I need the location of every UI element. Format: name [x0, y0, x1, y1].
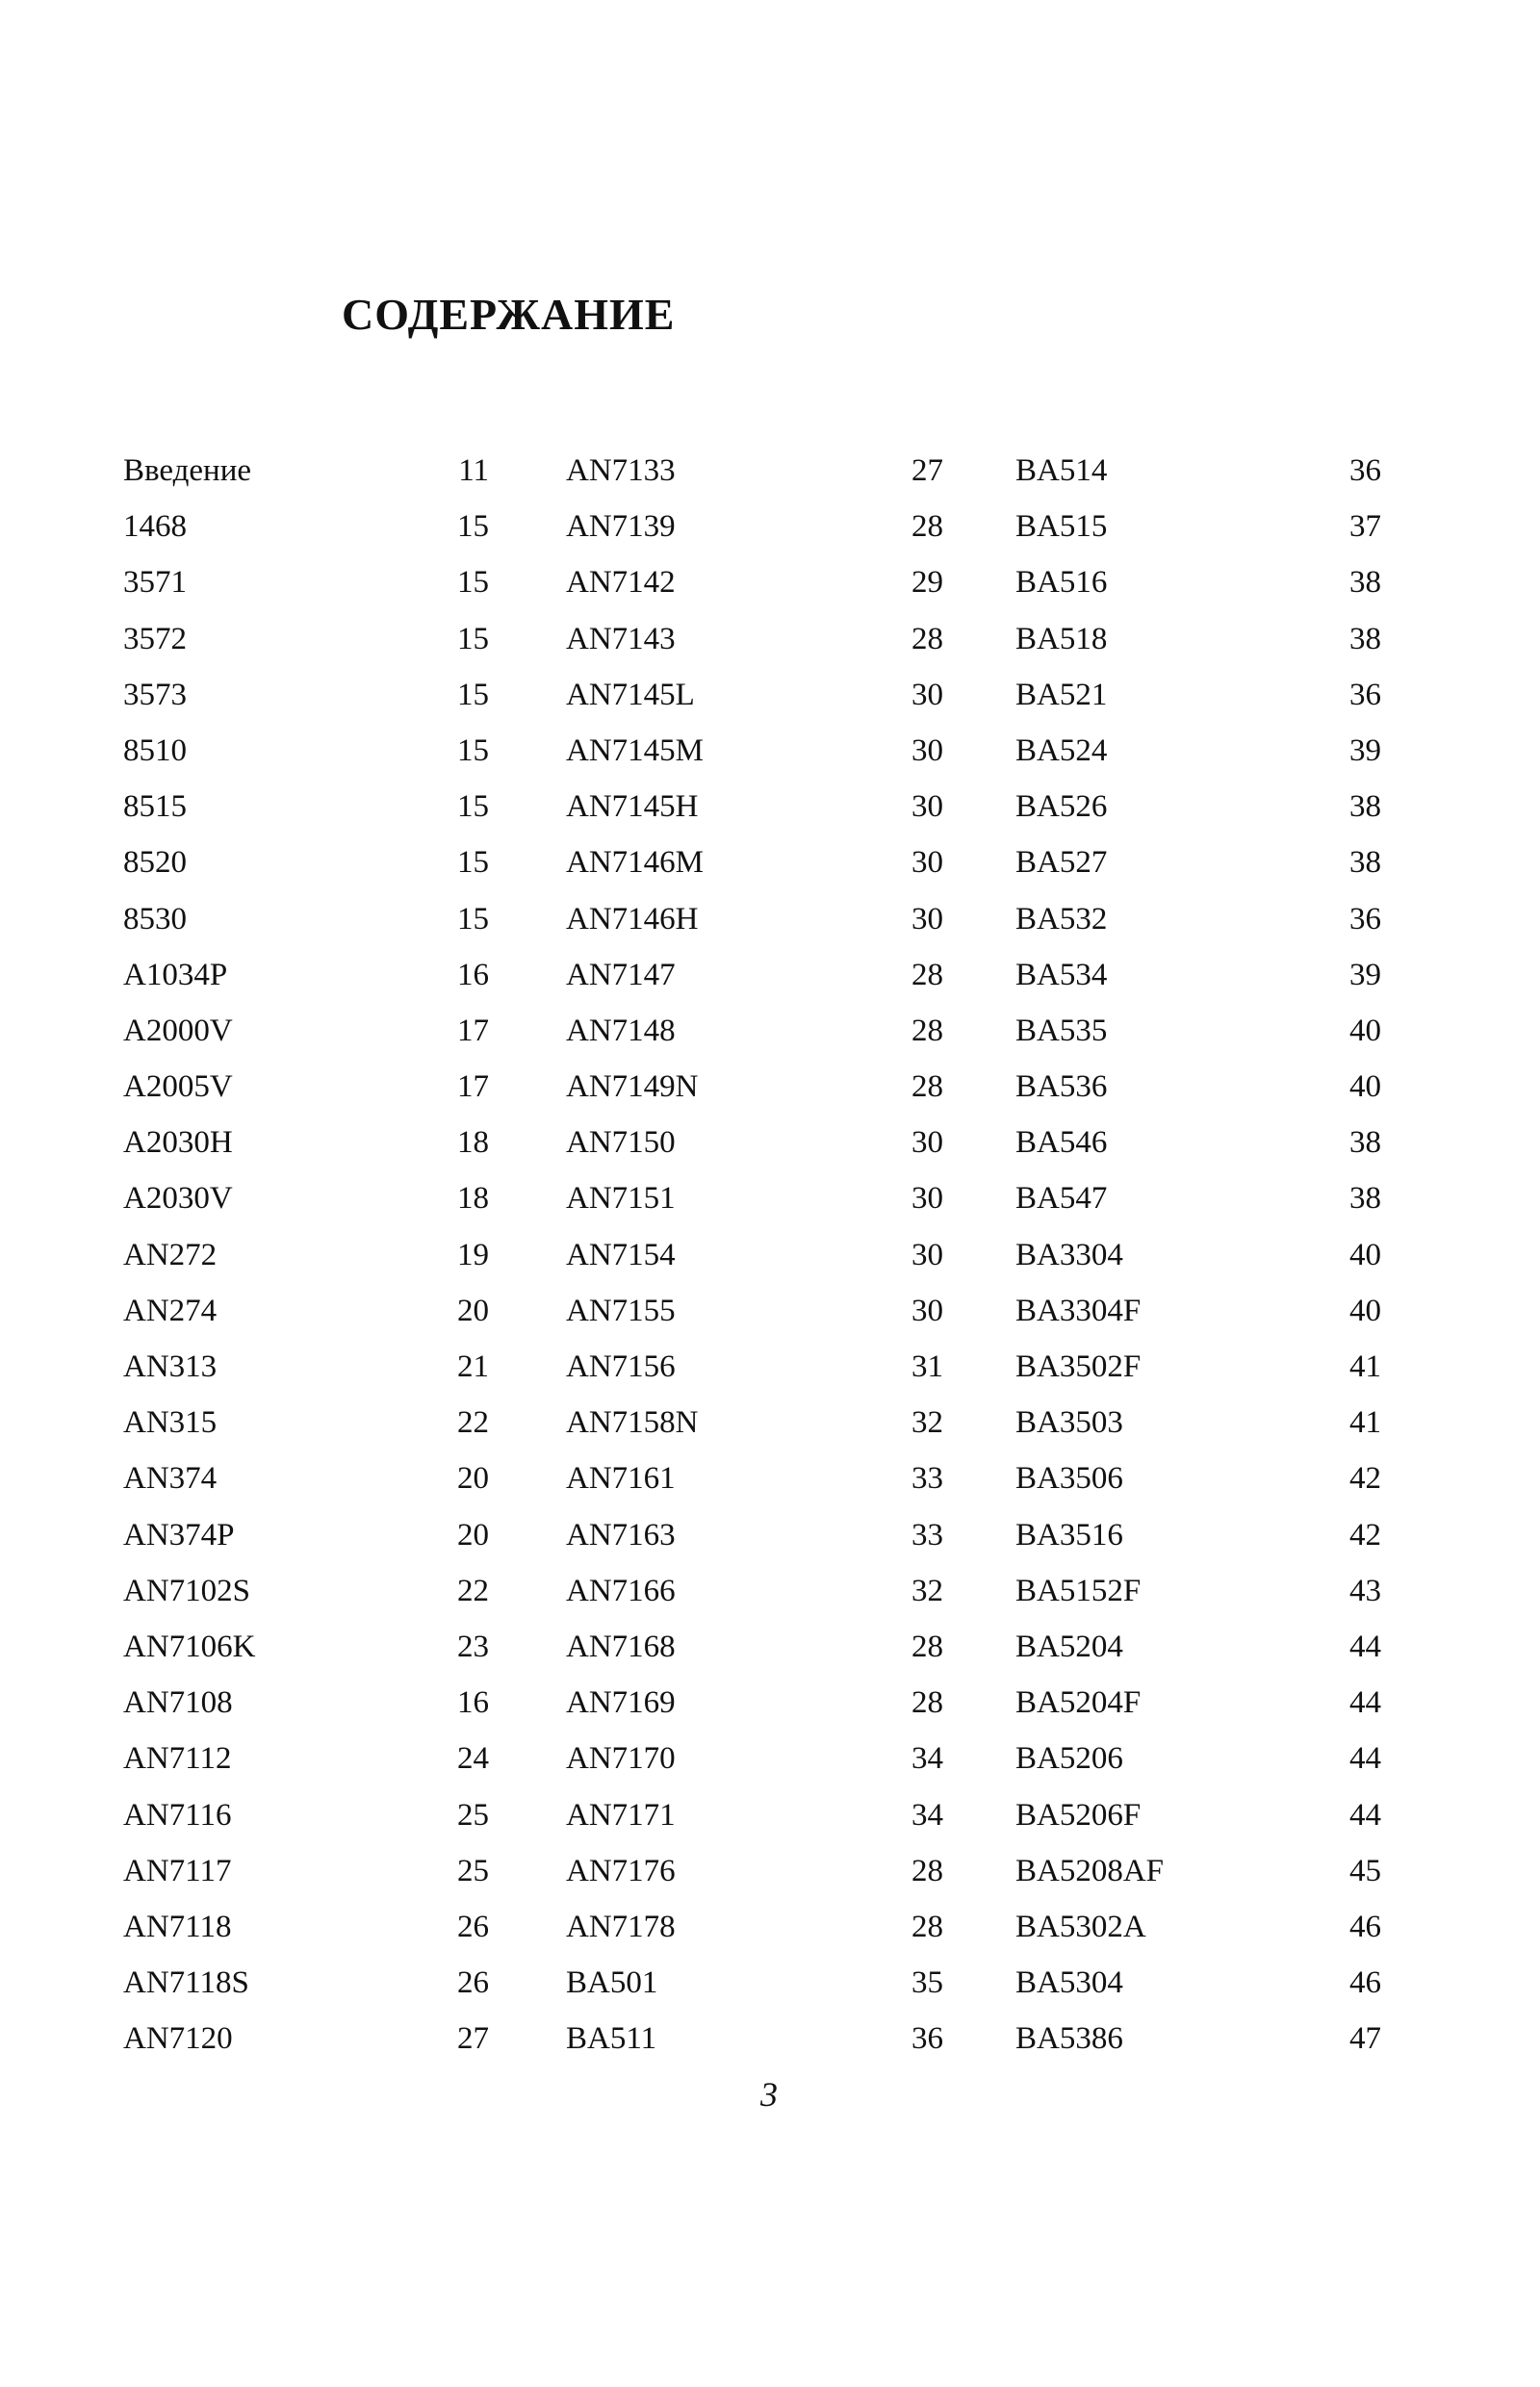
toc-entry-name: BA535: [1015, 1013, 1108, 1048]
toc-entry: [123, 1787, 489, 1843]
toc-entry-page: 30: [911, 677, 943, 712]
toc-entry-page: 40: [1349, 1293, 1381, 1328]
toc-entry-name: AN7161: [566, 1461, 676, 1497]
toc-entry-page: 44: [1349, 1685, 1381, 1721]
toc-entry-page: 37: [1349, 509, 1381, 545]
toc-entry: [1015, 1339, 1381, 1395]
toc-entry: [1015, 1170, 1381, 1226]
toc-entry-name: AN7146H: [566, 901, 699, 937]
toc-entry-page: 45: [1349, 1853, 1381, 1888]
toc-entry-name: BA3516: [1015, 1517, 1123, 1553]
toc-entry-page: 28: [911, 1909, 943, 1944]
toc-entry: [566, 1843, 943, 1899]
toc-entry-name: AN7170: [566, 1741, 676, 1777]
toc-entry: [123, 667, 489, 723]
toc-entry: [123, 1059, 489, 1115]
toc-entry-name: AN313: [123, 1349, 218, 1384]
toc-entry: [1015, 1619, 1381, 1675]
toc-entry-page: 30: [911, 1237, 943, 1272]
toc-entry-page: 38: [1349, 789, 1381, 825]
toc-entry: [1015, 891, 1381, 947]
toc-entry-name: 8520: [123, 845, 187, 881]
toc-entry-name: AN7145H: [566, 789, 699, 825]
toc-entry-name: AN7156: [566, 1349, 676, 1384]
toc-column-3: [1015, 443, 1381, 2066]
toc-entry-page: 17: [457, 1013, 489, 1048]
toc-entry: [1015, 2011, 1381, 2066]
toc-entry-name: BA501: [566, 1965, 658, 2001]
toc-entry-page: 31: [911, 1349, 943, 1384]
toc-entry-page: 36: [1349, 901, 1381, 937]
toc-entry: [566, 1227, 943, 1283]
toc-entry: [1015, 723, 1381, 779]
toc-entry-name: AN7118: [123, 1909, 232, 1944]
toc-entry-name: AN7133: [566, 453, 676, 488]
toc-entry-page: 22: [457, 1573, 489, 1608]
toc-entry-name: AN7155: [566, 1293, 676, 1328]
toc-entry-name: BA5304: [1015, 1965, 1123, 2001]
toc-entry-name: 1468: [123, 509, 187, 545]
toc-entry: [123, 947, 489, 1003]
toc-entry-page: 44: [1349, 1741, 1381, 1777]
toc-entry-page: 28: [911, 1685, 943, 1721]
toc-entry-page: 15: [457, 621, 489, 656]
toc-entry-name: AN7147: [566, 957, 676, 992]
toc-entry-name: BA5204: [1015, 1629, 1123, 1664]
toc-entry-page: 19: [457, 1237, 489, 1272]
toc-entry-page: 40: [1349, 1013, 1381, 1048]
toc-entry: [566, 2011, 943, 2066]
toc-entry-page: 15: [457, 732, 489, 768]
toc-entry: [123, 1675, 489, 1731]
toc-entry: [566, 779, 943, 834]
toc-entry: [566, 1619, 943, 1675]
toc-entry: [123, 2011, 489, 2066]
toc-entry: [566, 499, 943, 554]
toc-entry-name: AN7112: [123, 1741, 232, 1777]
toc-entry-page: 18: [457, 1125, 489, 1161]
toc-entry: [566, 1395, 943, 1450]
toc-entry-page: 27: [457, 2021, 489, 2057]
toc-entry: [566, 443, 943, 499]
toc-entry: [123, 611, 489, 667]
toc-entry: [1015, 1899, 1381, 1955]
toc-column-2: [566, 443, 943, 2066]
toc-entry-page: 11: [458, 453, 489, 488]
toc-entry-page: 40: [1349, 1069, 1381, 1105]
toc-entry-page: 28: [911, 1013, 943, 1048]
toc-entry-page: 36: [911, 2021, 943, 2057]
toc-entry-name: BA5204F: [1015, 1685, 1142, 1721]
toc-entry: [1015, 499, 1381, 554]
toc-entry: [123, 1227, 489, 1283]
toc-entry-name: AN7116: [123, 1797, 232, 1833]
toc-entry-name: BA536: [1015, 1069, 1108, 1105]
toc-entry: [1015, 1787, 1381, 1843]
page-title: СОДЕРЖАНИЕ: [342, 290, 676, 339]
toc-entry: [123, 1115, 489, 1170]
toc-entry-page: 28: [911, 1853, 943, 1888]
toc-entry-name: A2005V: [123, 1069, 233, 1105]
toc-entry-name: BA5152F: [1015, 1573, 1142, 1608]
toc-entry: [123, 1955, 489, 2011]
toc-entry: [1015, 947, 1381, 1003]
toc-entry-page: 25: [457, 1853, 489, 1888]
toc-entry-page: 20: [457, 1517, 489, 1553]
toc-entry-name: AN7117: [123, 1853, 232, 1888]
toc-entry-page: 15: [457, 789, 489, 825]
toc-entry-page: 24: [457, 1741, 489, 1777]
toc-entry-page: 38: [1349, 1181, 1381, 1217]
toc-entry-name: 8530: [123, 901, 187, 937]
toc-entry-name: BA511: [566, 2021, 657, 2057]
toc-column-1: [123, 443, 489, 2066]
toc-entry-page: 26: [457, 1965, 489, 2001]
toc-entry: [1015, 779, 1381, 834]
toc-entry-page: 16: [457, 957, 489, 992]
toc-entry-name: AN7166: [566, 1573, 676, 1608]
toc-entry-name: BA5386: [1015, 2021, 1123, 2057]
toc-entry: [123, 891, 489, 947]
toc-entry: [1015, 1059, 1381, 1115]
toc-entry-page: 16: [457, 1685, 489, 1721]
toc-entry-page: 34: [911, 1797, 943, 1833]
toc-entry-page: 15: [457, 845, 489, 881]
table-of-contents: [0, 443, 1540, 2079]
toc-entry: [123, 1395, 489, 1450]
toc-entry-page: 46: [1349, 1965, 1381, 2001]
toc-entry: [566, 667, 943, 723]
toc-entry: [566, 1283, 943, 1339]
toc-entry: [123, 1450, 489, 1506]
toc-entry-name: AN7143: [566, 621, 676, 656]
toc-entry-page: 30: [911, 1181, 943, 1217]
toc-entry: [1015, 611, 1381, 667]
toc-entry-page: 28: [911, 1069, 943, 1105]
toc-entry-name: 3571: [123, 565, 187, 601]
toc-entry-name: AN7145L: [566, 677, 695, 712]
toc-entry-page: 47: [1349, 2021, 1381, 2057]
toc-entry: [123, 1731, 489, 1786]
toc-entry: [123, 1899, 489, 1955]
toc-entry: [123, 554, 489, 610]
toc-entry-page: 44: [1349, 1629, 1381, 1664]
toc-entry-name: BA514: [1015, 453, 1108, 488]
toc-entry-name: BA546: [1015, 1125, 1108, 1161]
toc-entry-name: AN7148: [566, 1013, 676, 1048]
toc-entry-name: AN7106K: [123, 1629, 256, 1664]
toc-entry-name: AN7102S: [123, 1573, 251, 1608]
toc-entry-page: 23: [457, 1629, 489, 1664]
toc-entry: [566, 1899, 943, 1955]
toc-entry-page: 30: [911, 1125, 943, 1161]
toc-entry-page: 30: [911, 732, 943, 768]
toc-entry-page: 27: [911, 453, 943, 488]
toc-entry-page: 28: [911, 509, 943, 545]
toc-entry-name: A2030V: [123, 1181, 233, 1217]
toc-entry-name: AN7176: [566, 1853, 676, 1888]
toc-entry-page: 30: [911, 901, 943, 937]
toc-entry-page: 20: [457, 1293, 489, 1328]
toc-entry-name: BA524: [1015, 732, 1108, 768]
toc-entry-name: AN7120: [123, 2021, 233, 2057]
toc-entry-page: 40: [1349, 1237, 1381, 1272]
toc-entry-name: AN7158N: [566, 1405, 699, 1441]
toc-entry-page: 28: [911, 621, 943, 656]
toc-entry-name: BA5208AF: [1015, 1853, 1165, 1888]
toc-entry-name: AN374: [123, 1461, 218, 1497]
toc-entry-name: BA5302A: [1015, 1909, 1146, 1944]
toc-entry-page: 38: [1349, 1125, 1381, 1161]
toc-entry-page: 44: [1349, 1797, 1381, 1833]
toc-entry: [566, 891, 943, 947]
toc-entry: [566, 1563, 943, 1619]
toc-entry-page: 43: [1349, 1573, 1381, 1608]
toc-entry-page: 38: [1349, 565, 1381, 601]
toc-entry-name: AN7151: [566, 1181, 676, 1217]
toc-entry-page: 29: [911, 565, 943, 601]
toc-entry-page: 35: [911, 1965, 943, 2001]
toc-entry-page: 42: [1349, 1517, 1381, 1553]
toc-entry: [123, 1619, 489, 1675]
toc-entry: [1015, 1003, 1381, 1059]
toc-entry: [123, 1283, 489, 1339]
toc-entry-page: 18: [457, 1181, 489, 1217]
toc-entry-name: AN7163: [566, 1517, 676, 1553]
toc-entry-page: 15: [457, 677, 489, 712]
toc-entry-name: BA534: [1015, 957, 1108, 992]
toc-entry-page: 46: [1349, 1909, 1381, 1944]
toc-entry: [566, 1115, 943, 1170]
toc-entry-name: 3573: [123, 677, 187, 712]
toc-entry-name: BA518: [1015, 621, 1108, 656]
toc-entry-name: BA547: [1015, 1181, 1108, 1217]
toc-entry-page: 38: [1349, 845, 1381, 881]
toc-entry-name: AN7142: [566, 565, 676, 601]
toc-entry-name: AN7154: [566, 1237, 676, 1272]
toc-entry: [566, 1731, 943, 1786]
toc-entry-name: AN374P: [123, 1517, 235, 1553]
toc-entry: [566, 1507, 943, 1563]
toc-entry-name: AN7139: [566, 509, 676, 545]
toc-entry-name: AN7169: [566, 1685, 676, 1721]
toc-entry-name: BA526: [1015, 789, 1108, 825]
toc-entry-page: 32: [911, 1573, 943, 1608]
toc-entry-name: 8510: [123, 732, 187, 768]
toc-entry-name: BA3503: [1015, 1405, 1123, 1441]
toc-entry: [123, 723, 489, 779]
toc-entry: [1015, 834, 1381, 890]
toc-entry: [1015, 554, 1381, 610]
toc-entry: [1015, 1843, 1381, 1899]
toc-entry-name: BA3506: [1015, 1461, 1123, 1497]
toc-entry: [123, 1507, 489, 1563]
toc-entry-name: Введение: [123, 453, 252, 488]
toc-entry: [1015, 1450, 1381, 1506]
toc-entry-name: AN7178: [566, 1909, 676, 1944]
toc-entry-page: 36: [1349, 453, 1381, 488]
toc-entry: [566, 1059, 943, 1115]
toc-entry-name: AN7149N: [566, 1069, 699, 1105]
toc-entry-name: BA5206F: [1015, 1797, 1142, 1833]
toc-entry: [566, 1003, 943, 1059]
toc-entry: [1015, 1731, 1381, 1786]
toc-entry: [566, 611, 943, 667]
toc-entry: [566, 1955, 943, 2011]
toc-entry-page: 17: [457, 1069, 489, 1105]
toc-entry: [1015, 1283, 1381, 1339]
page-number: 3: [760, 2075, 778, 2114]
toc-entry-page: 30: [911, 1293, 943, 1328]
toc-entry-page: 22: [457, 1405, 489, 1441]
toc-entry-name: BA521: [1015, 677, 1108, 712]
toc-entry-page: 15: [457, 565, 489, 601]
toc-entry: [1015, 443, 1381, 499]
toc-entry-page: 34: [911, 1741, 943, 1777]
toc-entry-page: 42: [1349, 1461, 1381, 1497]
toc-entry-page: 33: [911, 1461, 943, 1497]
toc-entry-name: A2030H: [123, 1125, 233, 1161]
toc-entry: [1015, 1563, 1381, 1619]
toc-entry-name: BA3502F: [1015, 1349, 1142, 1384]
toc-entry: [566, 1450, 943, 1506]
toc-entry: [566, 947, 943, 1003]
toc-entry-name: AN7150: [566, 1125, 676, 1161]
toc-entry-name: BA3304: [1015, 1237, 1123, 1272]
toc-entry: [566, 1675, 943, 1731]
toc-entry-page: 36: [1349, 677, 1381, 712]
toc-entry-name: BA3304F: [1015, 1293, 1142, 1328]
toc-entry-name: BA5206: [1015, 1741, 1123, 1777]
toc-entry: [566, 1170, 943, 1226]
toc-entry-page: 21: [457, 1349, 489, 1384]
toc-entry-name: AN7168: [566, 1629, 676, 1664]
toc-entry-page: 39: [1349, 957, 1381, 992]
toc-entry-name: AN272: [123, 1237, 218, 1272]
toc-entry: [566, 1787, 943, 1843]
toc-entry-page: 38: [1349, 621, 1381, 656]
toc-entry: [566, 554, 943, 610]
toc-entry-page: 15: [457, 509, 489, 545]
toc-entry: [566, 834, 943, 890]
toc-entry-page: 20: [457, 1461, 489, 1497]
toc-entry-page: 39: [1349, 732, 1381, 768]
toc-entry-name: AN7146M: [566, 845, 705, 881]
toc-entry: [123, 1170, 489, 1226]
toc-entry-page: 28: [911, 957, 943, 992]
toc-entry-page: 41: [1349, 1405, 1381, 1441]
toc-entry-page: 32: [911, 1405, 943, 1441]
toc-entry-page: 26: [457, 1909, 489, 1944]
toc-entry-page: 30: [911, 845, 943, 881]
toc-entry: [123, 834, 489, 890]
toc-entry-name: AN7171: [566, 1797, 676, 1833]
toc-entry-name: 8515: [123, 789, 187, 825]
toc-entry-name: A1034P: [123, 957, 228, 992]
toc-entry-name: 3572: [123, 621, 187, 656]
toc-entry: [1015, 1115, 1381, 1170]
toc-entry-name: AN274: [123, 1293, 218, 1328]
toc-entry-name: BA516: [1015, 565, 1108, 601]
toc-entry: [123, 499, 489, 554]
toc-entry: [1015, 667, 1381, 723]
toc-entry-page: 15: [457, 901, 489, 937]
toc-entry-name: BA532: [1015, 901, 1108, 937]
toc-entry: [1015, 1395, 1381, 1450]
toc-entry-name: AN7108: [123, 1685, 233, 1721]
toc-entry: [123, 443, 489, 499]
toc-entry: [1015, 1227, 1381, 1283]
toc-entry-name: A2000V: [123, 1013, 233, 1048]
toc-entry: [566, 1339, 943, 1395]
toc-entry: [566, 723, 943, 779]
toc-entry-name: BA515: [1015, 509, 1108, 545]
toc-entry-name: AN7118S: [123, 1965, 249, 2001]
toc-entry: [123, 1339, 489, 1395]
toc-entry: [1015, 1955, 1381, 2011]
toc-entry-name: BA527: [1015, 845, 1108, 881]
toc-entry: [123, 779, 489, 834]
toc-entry-name: AN315: [123, 1405, 218, 1441]
toc-entry: [123, 1003, 489, 1059]
toc-entry: [1015, 1675, 1381, 1731]
toc-entry: [1015, 1507, 1381, 1563]
toc-entry: [123, 1563, 489, 1619]
toc-entry-page: 41: [1349, 1349, 1381, 1384]
toc-entry: [123, 1843, 489, 1899]
toc-entry-page: 28: [911, 1629, 943, 1664]
toc-entry-page: 30: [911, 789, 943, 825]
toc-entry-page: 33: [911, 1517, 943, 1553]
toc-entry-name: AN7145M: [566, 732, 705, 768]
toc-entry-page: 25: [457, 1797, 489, 1833]
